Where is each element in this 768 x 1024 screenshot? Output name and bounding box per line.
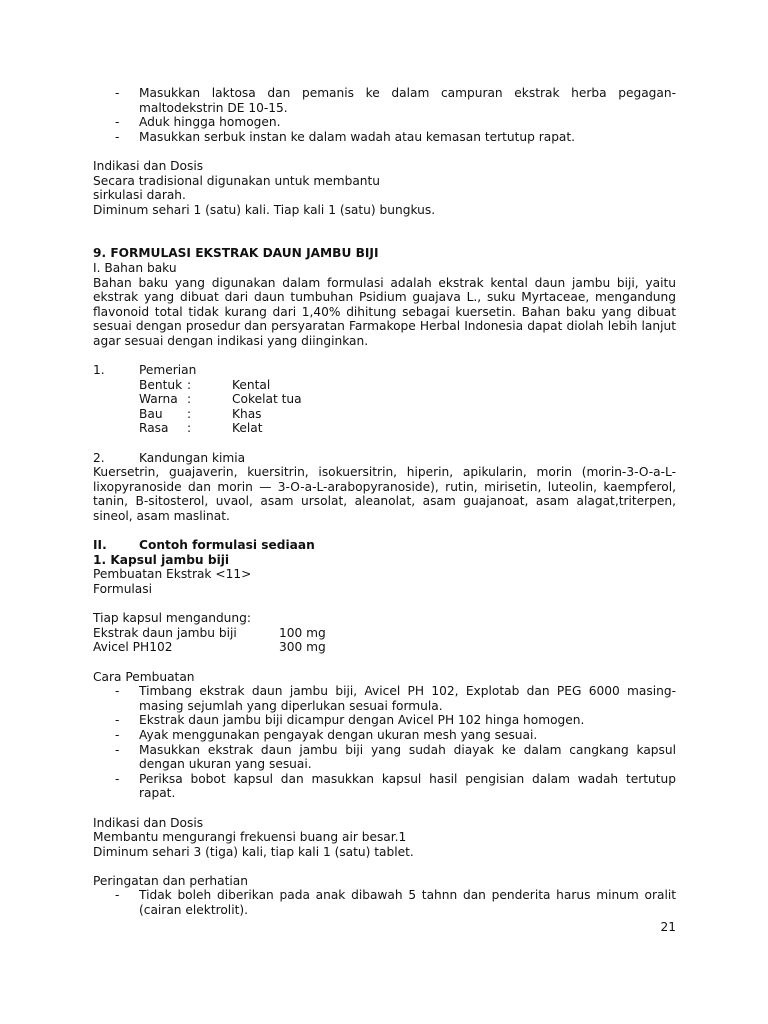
- item-number: 1.: [93, 363, 105, 378]
- section-title: 9. FORMULASI EKSTRAK DAUN JAMBU BIJI: [93, 246, 379, 261]
- ingredient-name: Avicel PH102: [93, 640, 173, 655]
- section-heading: Indikasi dan Dosis: [93, 815, 204, 830]
- row-key: Rasa: [139, 421, 169, 436]
- row-colon: :: [187, 392, 192, 407]
- row-value: Khas: [232, 406, 262, 421]
- pemerian-section: [93, 363, 676, 436]
- text-line: Diminum sehari 1 (satu) kali. Tiap kali 1 (satu) bungkus.: [93, 202, 436, 217]
- section-2: [93, 538, 676, 596]
- paragraph: Kuersetrin, guajaverin, kuersitrin, isokuersitrin, hiperin, apikularin, morin (morin-3-O-a-L-lixopyranoside dan morin — 3-O-a-L-arabopyranoside), rutin, mirisetin, luteolin, kaempferol, tanin, B-sitosterol, uvaol, asam ursolat, aleanolat, asam guajanoat, asam alagat,triterpen, sineol, asam maslinat.: [93, 465, 676, 524]
- subsection-title: 1. Kapsul jambu biji: [93, 552, 230, 567]
- text-line: Membantu mengurangi frekuensi buang air besar.1: [93, 830, 407, 845]
- warning-list: [93, 888, 676, 917]
- item-label: Pemerian: [139, 363, 197, 378]
- text-line: sirkulasi darah.: [93, 188, 186, 203]
- row-key: Bentuk: [139, 377, 183, 392]
- peringatan-section: [93, 874, 676, 918]
- list-item: - Ekstrak daun jambu biji dicampur dengan Avicel PH 102 hinga homogen.: [93, 713, 676, 728]
- row-value: Kental: [232, 377, 271, 392]
- section-9: [93, 246, 676, 348]
- item-label: Kandungan kimia: [139, 450, 246, 465]
- list-item: - Timbang ekstrak daun jambu biji, Avicel PH 102, Explotab dan PEG 6000 masing-masing sejumlah yang diperlukan sesuai formula.: [93, 684, 676, 713]
- table-row: [139, 392, 676, 407]
- step-list: [93, 684, 676, 801]
- table-row: [93, 640, 676, 655]
- indikasi-section-2: [93, 816, 676, 860]
- section-heading: Peringatan dan perhatian: [93, 873, 248, 888]
- section-heading: Tiap kapsul mengandung:: [93, 611, 251, 626]
- table-row: [93, 626, 676, 641]
- pemerian-table: [139, 378, 676, 436]
- table-row: [139, 407, 676, 422]
- page-content: [93, 86, 676, 918]
- table-row: [139, 378, 676, 393]
- list-item: - Masukkan laktosa dan pemanis ke dalam campuran ekstrak herba pegagan-maltodekstrin DE 10-15.: [93, 86, 676, 115]
- section-title: Contoh formulasi sediaan: [139, 538, 315, 553]
- paragraph: Bahan baku yang digunakan dalam formulasi adalah ekstrak kental daun jambu biji, yaitu ekstrak yang dibuat dari daun tumbuhan Psidium guajava L., suku Myrtaceae, mengandung flavonoid total tidak kurang dari 1,40% dihitung sebagai kuersetin. Bahan baku yang dibuat sesuai dengan prosedur dan persyaratan Farmakope Herbal Indonesia dapat diolah lebih lanjut agar sesuai dengan indikasi yang diinginkan.: [93, 275, 676, 348]
- row-value: Kelat: [232, 421, 263, 436]
- section-heading: Indikasi dan Dosis: [93, 158, 204, 173]
- step-list-top: [93, 86, 676, 144]
- table-row: [139, 421, 676, 436]
- komposisi-section: [93, 611, 676, 655]
- page-number: 21: [660, 920, 676, 934]
- row-key: Warna: [139, 392, 178, 407]
- item-number: 2.: [93, 450, 105, 465]
- text-line: Formulasi: [93, 582, 153, 596]
- text-line: Diminum sehari 3 (tiga) kali, tiap kali 1 (satu) tablet.: [93, 844, 414, 859]
- kandungan-section: [93, 451, 676, 524]
- indikasi-section-1: [93, 159, 676, 217]
- list-item: - Masukkan serbuk instan ke dalam wadah atau kemasan tertutup rapat.: [93, 130, 676, 145]
- row-value: Cokelat tua: [232, 392, 302, 407]
- row-key: Bau: [139, 406, 163, 421]
- ingredient-name: Ekstrak daun jambu biji: [93, 625, 237, 640]
- ingredient-amount: 300 mg: [279, 640, 326, 655]
- list-item: - Periksa bobot kapsul dan masukkan kapsul hasil pengisian dalam wadah tertutup rapat.: [93, 772, 676, 801]
- section-number: II.: [93, 538, 107, 553]
- cara-section: [93, 670, 676, 801]
- ingredient-amount: 100 mg: [279, 625, 326, 640]
- subsection-heading: I. Bahan baku: [93, 260, 177, 275]
- row-colon: :: [187, 421, 192, 436]
- list-item: - Tidak boleh diberikan pada anak dibawah 5 tahnn dan penderita harus minum oralit (cairan elektrolit).: [93, 888, 676, 917]
- list-item: - Aduk hingga homogen.: [93, 115, 676, 130]
- list-item: - Masukkan ekstrak daun jambu biji yang sudah diayak ke dalam cangkang kapsul dengan ukuran yang sesuai.: [93, 743, 676, 772]
- text-line: Pembuatan Ekstrak <11>: [93, 567, 252, 582]
- text-line: Secara tradisional digunakan untuk membantu: [93, 173, 381, 188]
- row-colon: :: [187, 377, 192, 392]
- row-colon: :: [187, 406, 192, 421]
- list-item: - Ayak menggunakan pengayak dengan ukuran mesh yang sesuai.: [93, 728, 676, 743]
- section-heading: Cara Pembuatan: [93, 669, 195, 684]
